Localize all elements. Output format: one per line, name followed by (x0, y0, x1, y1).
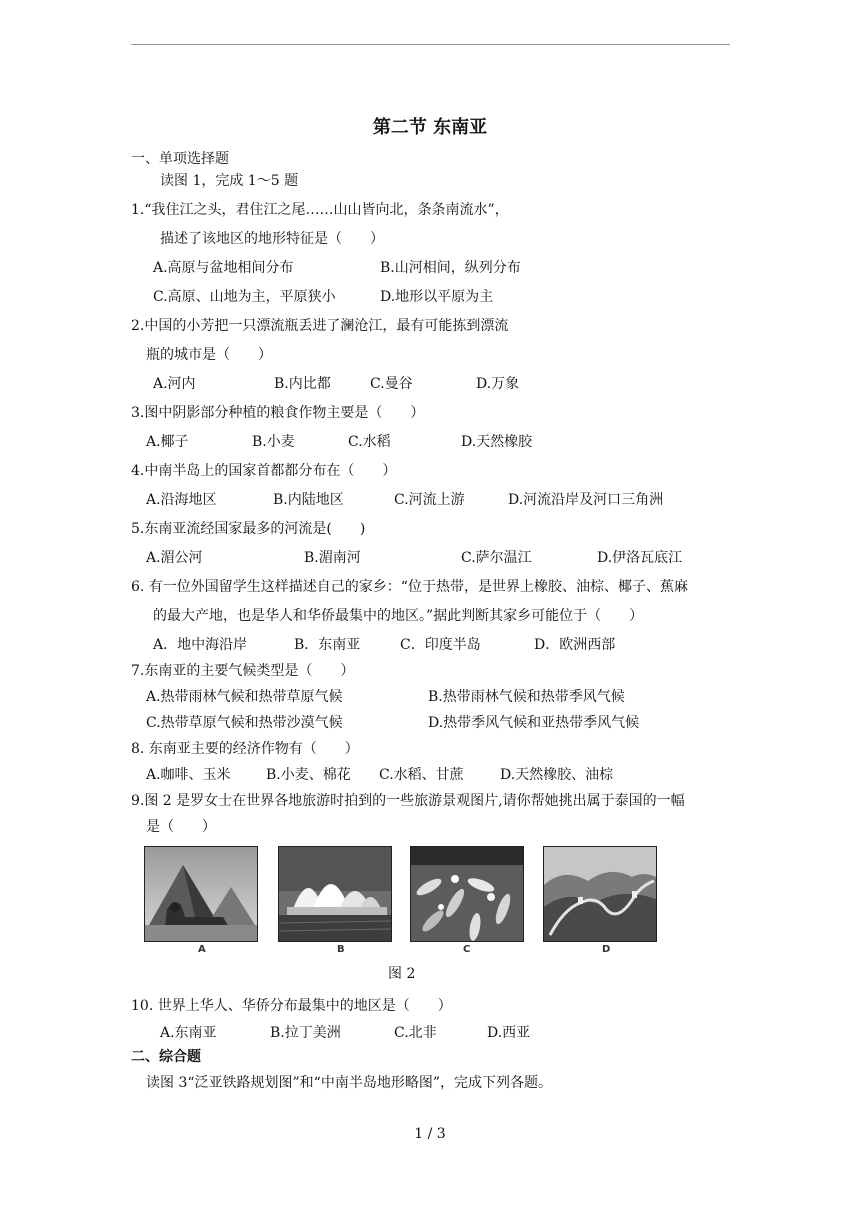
question-7-option-c: C.热带草原气候和热带沙漠气候 (146, 715, 343, 731)
question-10-option-a: A.东南亚 (160, 1025, 217, 1041)
section-heading-choice: 一、单项选择题 (131, 151, 229, 167)
page-title: 第二节 东南亚 (372, 117, 488, 138)
question-2-option-d: D.万象 (476, 376, 520, 392)
question-8-option-c: C.水稻、甘蔗 (379, 767, 464, 783)
question-6-option-b: B．东南亚 (294, 637, 361, 653)
question-10-stem: 10. 世界上华人、华侨分布最集中的地区是（ ） (131, 998, 452, 1014)
question-7-option-b: B.热带雨林气候和热带季风气候 (428, 689, 625, 705)
question-8-option-b: B.小麦、棉花 (266, 767, 351, 783)
question-5-option-c: C.萨尔温江 (461, 550, 532, 566)
question-2-option-b: B.内比都 (274, 376, 331, 392)
question-3-stem: 3.图中阴影部分种植的粮食作物主要是（ ） (131, 405, 425, 421)
question-3-option-b: B.小麦 (252, 434, 295, 450)
question-6-option-d: D．欧洲西部 (534, 637, 616, 653)
question-4-stem: 4.中南半岛上的国家首都都分布在（ ） (131, 463, 397, 479)
question-5-option-a: A.湄公河 (146, 550, 203, 566)
instruction-text: 读图 1，完成 1～5 题 (160, 173, 299, 189)
section-heading-comprehensive: 二、综合题 (131, 1049, 201, 1065)
question-1-option-b: B.山河相间，纵列分布 (380, 260, 521, 276)
question-3-option-d: D.天然橡胶 (461, 434, 533, 450)
question-5-option-b: B.湄南河 (304, 550, 361, 566)
photo-floating-market (410, 846, 524, 942)
question-3-option-a: A.椰子 (146, 434, 189, 450)
question-10-option-d: D.西亚 (487, 1025, 531, 1041)
question-1-stem-cont: 描述了该地区的地形特征是（ ） (160, 231, 384, 247)
header-rule (131, 44, 730, 45)
question-4-option-b: B.内陆地区 (273, 492, 344, 508)
question-3-option-c: C.水稻 (348, 434, 391, 450)
question-10-option-c: C.北非 (394, 1025, 437, 1041)
question-2-stem: 2.中国的小芳把一只漂流瓶丢进了澜沧江，最有可能拣到漂流 (131, 318, 509, 334)
question-1-option-d: D.地形以平原为主 (380, 289, 494, 305)
photo-label-a: A (198, 944, 206, 955)
question-5-stem: 5.东南亚流经国家最多的河流是( ) (131, 521, 366, 537)
question-9-stem-cont: 是（ ） (146, 819, 216, 835)
question-2-option-c: C.曼谷 (370, 376, 413, 392)
question-6-stem-cont: 的最大产地，也是华人和华侨最集中的地区。”据此判断其家乡可能位于（ ） (153, 608, 644, 624)
photo-great-wall (543, 846, 657, 942)
question-8-stem: 8. 东南亚主要的经济作物有（ ） (131, 741, 359, 757)
question-5-option-d: D.伊洛瓦底江 (597, 550, 683, 566)
question-6-option-c: C．印度半岛 (400, 637, 481, 653)
question-4-option-a: A.沿海地区 (146, 492, 217, 508)
photo-label-b: B (337, 944, 345, 955)
figure-caption: 图 2 (388, 966, 416, 982)
question-2-option-a: A.河内 (153, 376, 196, 392)
question-6-stem: 6. 有一位外国留学生这样描述自己的家乡：“位于热带，是世界上橡胶、油棕、椰子、蕉麻 (131, 579, 688, 595)
instruction-text-2: 读图 3“泛亚铁路规划图”和“中南半岛地形略图”，完成下列各题。 (146, 1075, 552, 1091)
question-2-stem-cont: 瓶的城市是（ ） (146, 347, 272, 363)
question-1-stem: 1.“我住江之头，君住江之尾……山山皆向北，条条南流水”， (131, 202, 509, 218)
photo-sydney-opera-house (278, 846, 392, 942)
question-1-option-c: C.高原、山地为主，平原狭小 (153, 289, 336, 305)
question-4-option-d: D.河流沿岸及河口三角洲 (508, 492, 664, 508)
photo-label-d: D (602, 944, 611, 955)
question-10-option-b: B.拉丁美洲 (270, 1025, 341, 1041)
question-9-stem: 9.图 2 是罗女士在世界各地旅游时拍到的一些旅游景观图片,请你帮她挑出属于泰国的一幅 (131, 793, 685, 809)
question-7-stem: 7.东南亚的主要气候类型是（ ） (131, 663, 355, 679)
question-1-option-a: A.高原与盆地相间分布 (153, 260, 294, 276)
question-7-option-a: A.热带雨林气候和热带草原气候 (146, 689, 343, 705)
photo-pyramids-sphinx (144, 846, 258, 942)
page-number: 1 / 3 (414, 1126, 446, 1142)
question-4-option-c: C.河流上游 (394, 492, 465, 508)
question-8-option-d: D.天然橡胶、油棕 (500, 767, 614, 783)
photo-label-c: C (463, 944, 471, 955)
question-7-option-d: D.热带季风气候和亚热带季风气候 (428, 715, 640, 731)
question-6-option-a: A．地中海沿岸 (153, 637, 248, 653)
question-8-option-a: A.咖啡、玉米 (146, 767, 231, 783)
